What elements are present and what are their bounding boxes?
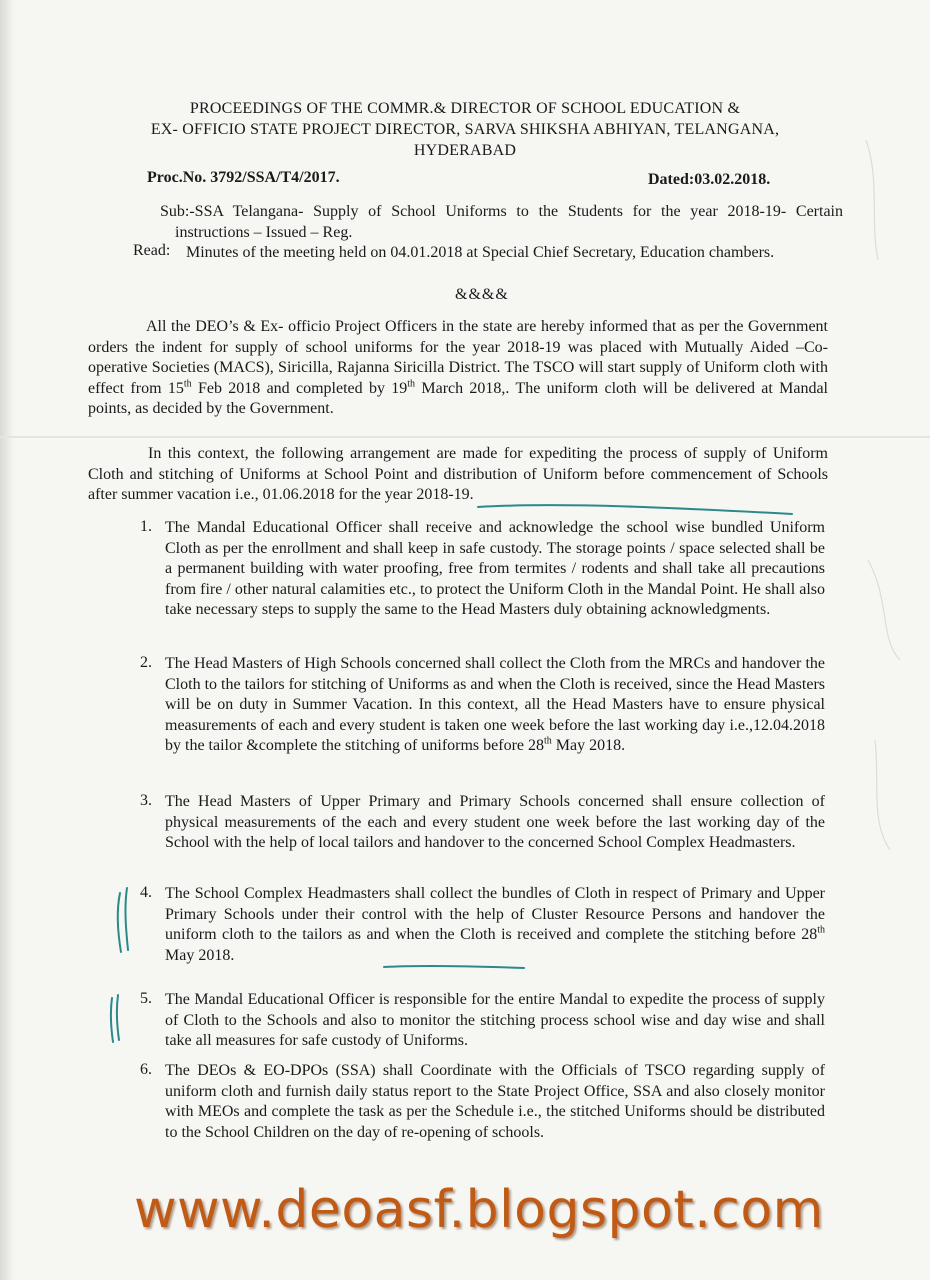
paragraph-1 <box>88 317 828 420</box>
item-2-body: The Head Masters of High Schools concerned shall collect the Cloth from the MRCs and handover the Cloth to the tailors for stitching of Uniforms as and when the Cloth is received, since the Head Masters will be on duty in Summer Vacation. In this context, all the Head Masters have to ensure physical measurements of each and every student is taken one week before the last working day i.e.,12.04.2018 by the tailor &complete the stitching of uniforms before 28 <box>165 655 825 754</box>
proceeding-number: Proc.No. 3792/SSA/T4/2017. <box>147 169 340 186</box>
item-3-number: 3. <box>140 792 152 809</box>
item-1-number: 1. <box>140 518 152 535</box>
header-line-3: HYDERABAD <box>413 142 517 159</box>
paragraph-2: In this context, the following arrangement are made for expediting the process of supply of Uniform Cloth and stitching of Uniforms at School Point and distribution of Uniform before commencement of Schools after summer vacation i.e., 01.06.2018 for the year 2018-19. <box>88 445 828 503</box>
scan-edge-shadow <box>0 0 14 1280</box>
item-2-sup: th <box>544 735 552 747</box>
dated: Dated:03.02.2018. <box>648 171 771 188</box>
item-2-number: 2. <box>140 654 152 671</box>
separator: &&&& <box>455 286 509 303</box>
header-line-1: PROCEEDINGS OF THE COMMR.& DIRECTOR OF SCHOOL EDUCATION & <box>189 100 741 117</box>
paragraph-1-a: All the DEO’s & Ex- officio Project Officers in the state are hereby informed that as per the Government orders the indent for supply of school uniforms for the year 2018-19 was placed with Mutually Aided –Co-operative Societies (MACS), Siricilla, Rajanna Siricilla District. The TSCO will start supply of Uniform cloth with effect from 15 <box>88 318 828 397</box>
item-6-number: 6. <box>140 1061 152 1078</box>
page-fold-line <box>0 436 930 438</box>
item-4-sup: th <box>817 924 825 936</box>
paragraph-1-c: March 2018,. The uniform cloth will be delivered at Mandal points, as decided by the Government. <box>88 379 829 417</box>
item-3-text: The Head Masters of Upper Primary and Primary Schools concerned shall ensure collection of physical measurements of the each and every student one week before the last working day of the School with the help of local tailors and handover to the concerned School Complex Headmasters. <box>165 793 825 851</box>
subject: Sub:-SSA Telangana- Supply of School Uniforms to the Students for the year 2018-19- Certain instructions – Issued – Reg. <box>160 203 843 241</box>
blog-watermark: www.deoasf.blogspot.com <box>134 1180 824 1240</box>
sup-th-2: th <box>407 378 416 390</box>
item-4-number: 4. <box>140 884 152 901</box>
item-4-tail: May 2018. <box>165 946 235 964</box>
read-label: Read: <box>133 242 171 259</box>
read-reference: Minutes of the meeting held on 04.01.2018 at Special Chief Secretary, Education chambers. <box>186 244 775 261</box>
item-4-text <box>165 884 825 966</box>
item-2-tail: May 2018. <box>551 737 626 754</box>
item-6-text: The DEOs & EO-DPOs (SSA) shall Coordinate with the Officials of TSCO regarding supply of uniform cloth and furnish daily status report to the State Project Office, SSA and also closely monitor with MEOs and complete the task as per the Schedule i.e., the stitched Uniforms should be distributed to the School Children on the day of re-opening of schools. <box>165 1062 825 1141</box>
item-5-number: 5. <box>140 990 152 1007</box>
item-2-text <box>165 654 825 757</box>
sup-th-1: th <box>183 378 192 390</box>
item-4-body: The School Complex Headmasters shall collect the bundles of Cloth in respect of Primary and Upper Primary Schools under their control with the help of Cluster Resource Persons and handover the uniform cloth to the tailors as and when the Cloth is received and complete the stitching before 28 <box>165 885 825 943</box>
item-1-text: The Mandal Educational Officer shall receive and acknowledge the school wise bundled Uniform Cloth as per the enrollment and shall keep in safe custody. The storage points / space selected shall be a permanent building with water proofing, free from termites / rodents and shall take all precautions from fire / other natural calamities etc., to protect the Uniform Cloth in the Mandal Point. He shall also take necessary steps to supply the same to the Head Masters duly obtaining acknowledgments. <box>165 519 825 618</box>
paragraph-1-b: Feb 2018 and completed by 19 <box>191 379 408 397</box>
header-line-2: EX- OFFICIO STATE PROJECT DIRECTOR, SARVA SHIKSHA ABHIYAN, TELANGANA, <box>150 121 780 138</box>
item-5-text: The Mandal Educational Officer is responsible for the entire Mandal to expedite the process of supply of Cloth to the Schools and also to monitor the stitching process school wise and day wise and shall take all measures for safe custody of Uniforms. <box>165 991 825 1049</box>
